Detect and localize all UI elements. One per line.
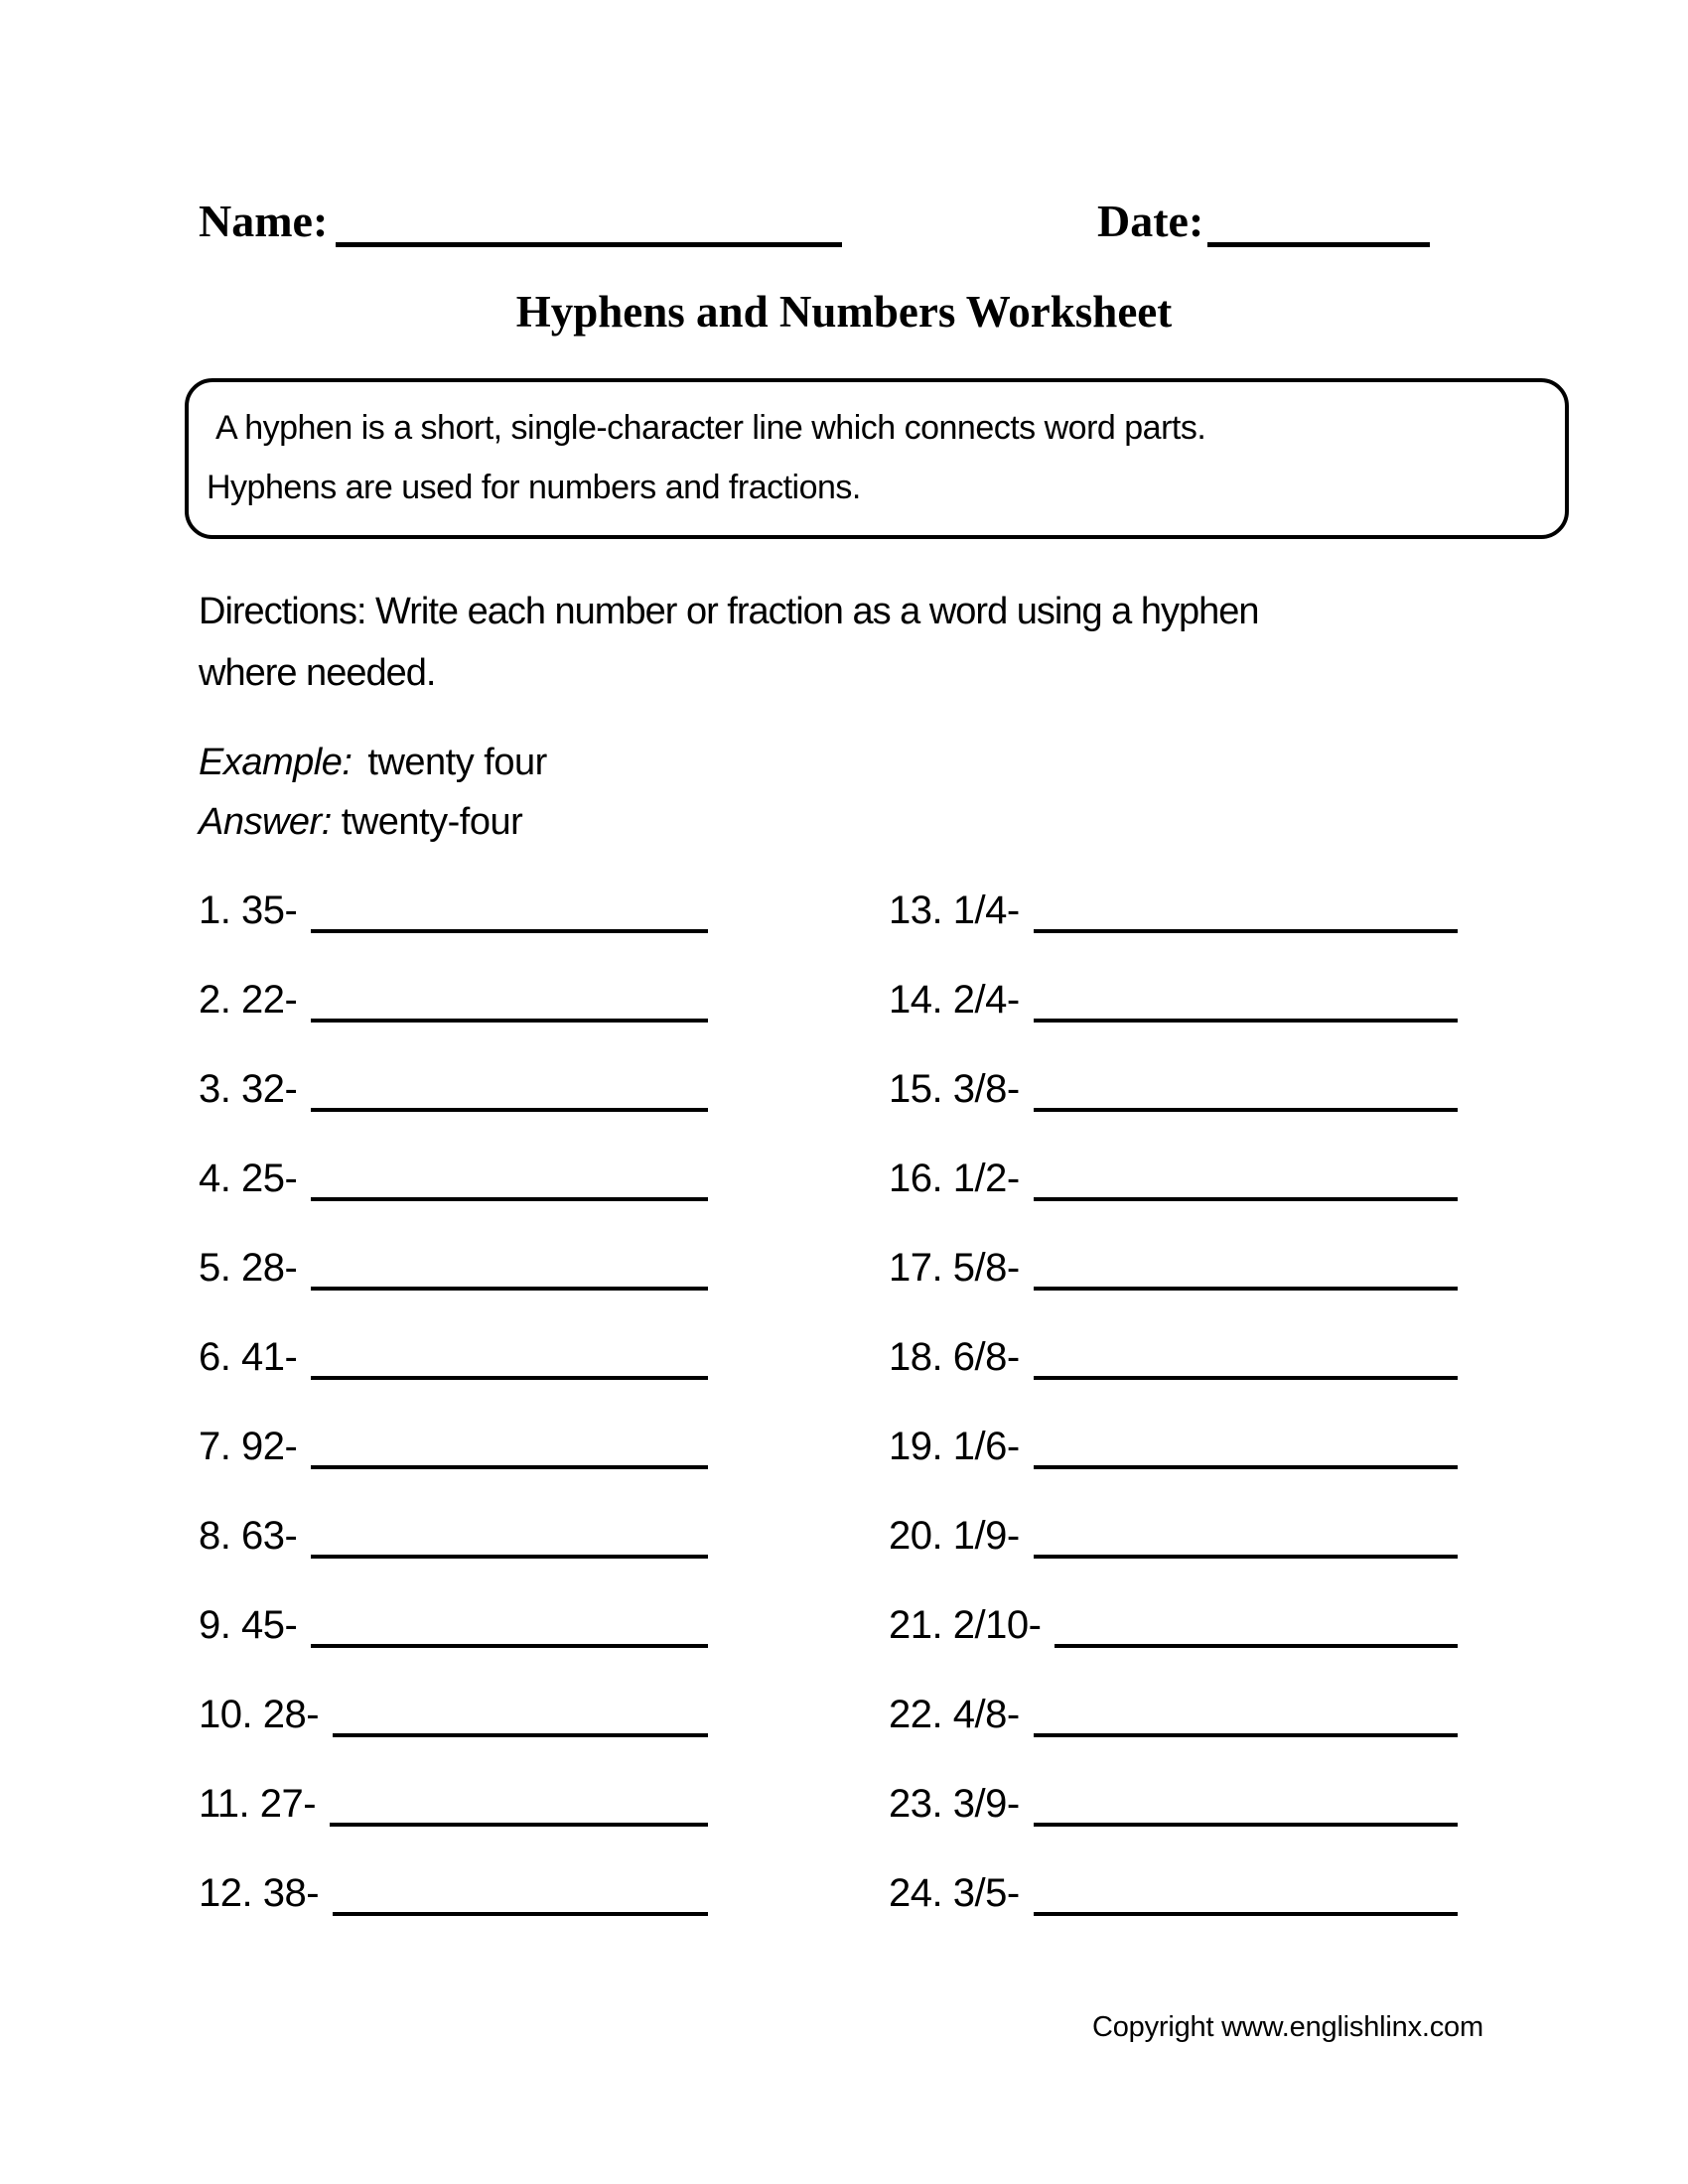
definition-line-1: A hyphen is a short, single-character line which connects word parts. <box>207 409 1206 447</box>
date-label: Date: <box>1097 196 1204 246</box>
name-label: Name: <box>199 196 329 246</box>
definition-box <box>185 378 1569 539</box>
problem-label: 6. 41- <box>199 1335 298 1379</box>
problem-label: 8. 63- <box>199 1514 298 1558</box>
problem-row <box>199 1023 708 1112</box>
answer-blank <box>333 1733 708 1737</box>
directions-line-1: Directions: Write each number or fraction as a word using a hyphen <box>199 591 1259 632</box>
answer-blank <box>1034 1465 1458 1469</box>
problem-row <box>199 1112 708 1201</box>
answer-row <box>199 794 522 850</box>
problem-row <box>889 1380 1458 1469</box>
problem-label: 15. 3/8- <box>889 1067 1020 1111</box>
copyright-text: Copyright www.englishlinx.com <box>1092 2011 1483 2043</box>
problem-label: 9. 45- <box>199 1603 298 1647</box>
problem-row <box>199 1291 708 1380</box>
directions-text <box>199 581 1549 704</box>
date-blank-line <box>1207 242 1430 247</box>
example-value: twenty four <box>367 742 547 783</box>
problem-label: 20. 1/9- <box>889 1514 1020 1558</box>
answer-label: Answer: <box>199 801 332 843</box>
answer-blank <box>330 1823 708 1827</box>
answer-blank <box>1034 1733 1458 1737</box>
problem-row <box>199 1737 708 1827</box>
definition-line-2: Hyphens are used for numbers and fractions. <box>207 469 861 506</box>
answer-blank <box>311 1555 708 1559</box>
problem-row <box>199 1201 708 1291</box>
example-row <box>199 735 547 790</box>
problem-label: 24. 3/5- <box>889 1871 1020 1915</box>
answer-blank <box>1034 1197 1458 1201</box>
answer-blank <box>311 1376 708 1380</box>
problem-label: 3. 32- <box>199 1067 298 1111</box>
answer-blank <box>1034 1108 1458 1112</box>
problem-label: 10. 28- <box>199 1693 320 1736</box>
problems-column-left <box>199 844 708 1916</box>
problem-row <box>889 844 1458 933</box>
problem-row <box>199 844 708 933</box>
problem-row <box>199 1559 708 1648</box>
problem-label: 13. 1/4- <box>889 888 1020 932</box>
problem-label: 21. 2/10- <box>889 1603 1042 1647</box>
answer-blank <box>1034 1912 1458 1916</box>
problem-label: 22. 4/8- <box>889 1693 1020 1736</box>
answer-blank <box>1034 1287 1458 1291</box>
problems-column-right <box>889 844 1458 1916</box>
answer-value: twenty-four <box>341 801 523 843</box>
answer-blank <box>1034 1823 1458 1827</box>
problem-row <box>889 1291 1458 1380</box>
problem-label: 1. 35- <box>199 888 298 932</box>
answer-blank <box>311 1108 708 1112</box>
problem-row <box>889 1469 1458 1559</box>
problem-label: 5. 28- <box>199 1246 298 1290</box>
answer-blank <box>311 1465 708 1469</box>
directions-line-2: where needed. <box>199 652 436 694</box>
problem-label: 14. 2/4- <box>889 978 1020 1022</box>
answer-blank <box>311 929 708 933</box>
problem-row <box>199 1827 708 1916</box>
problem-row <box>889 933 1458 1023</box>
answer-blank <box>1034 1019 1458 1023</box>
problem-label: 17. 5/8- <box>889 1246 1020 1290</box>
answer-blank <box>311 1644 708 1648</box>
example-label: Example: <box>199 742 352 783</box>
problem-label: 7. 92- <box>199 1425 298 1468</box>
problem-label: 4. 25- <box>199 1157 298 1200</box>
answer-blank <box>311 1019 708 1023</box>
problem-row <box>889 1023 1458 1112</box>
problem-row <box>889 1827 1458 1916</box>
problem-row <box>199 1648 708 1737</box>
problem-row <box>199 933 708 1023</box>
answer-blank <box>311 1287 708 1291</box>
problem-row <box>199 1469 708 1559</box>
answer-blank <box>333 1912 708 1916</box>
page-title: Hyphens and Numbers Worksheet <box>515 287 1173 337</box>
problem-row <box>199 1380 708 1469</box>
problem-label: 18. 6/8- <box>889 1335 1020 1379</box>
problem-row <box>889 1648 1458 1737</box>
problem-row <box>889 1112 1458 1201</box>
problem-label: 2. 22- <box>199 978 298 1022</box>
answer-blank <box>1055 1644 1458 1648</box>
problem-label: 16. 1/2- <box>889 1157 1020 1200</box>
answer-blank <box>1034 1376 1458 1380</box>
problem-label: 19. 1/6- <box>889 1425 1020 1468</box>
answer-blank <box>1034 929 1458 933</box>
problem-label: 12. 38- <box>199 1871 320 1915</box>
problem-label: 11. 27- <box>199 1782 317 1826</box>
answer-blank <box>1034 1555 1458 1559</box>
problem-row <box>889 1201 1458 1291</box>
problem-label: 23. 3/9- <box>889 1782 1020 1826</box>
name-blank-line <box>336 242 842 247</box>
answer-blank <box>311 1197 708 1201</box>
problem-row <box>889 1737 1458 1827</box>
problem-row <box>889 1559 1458 1648</box>
